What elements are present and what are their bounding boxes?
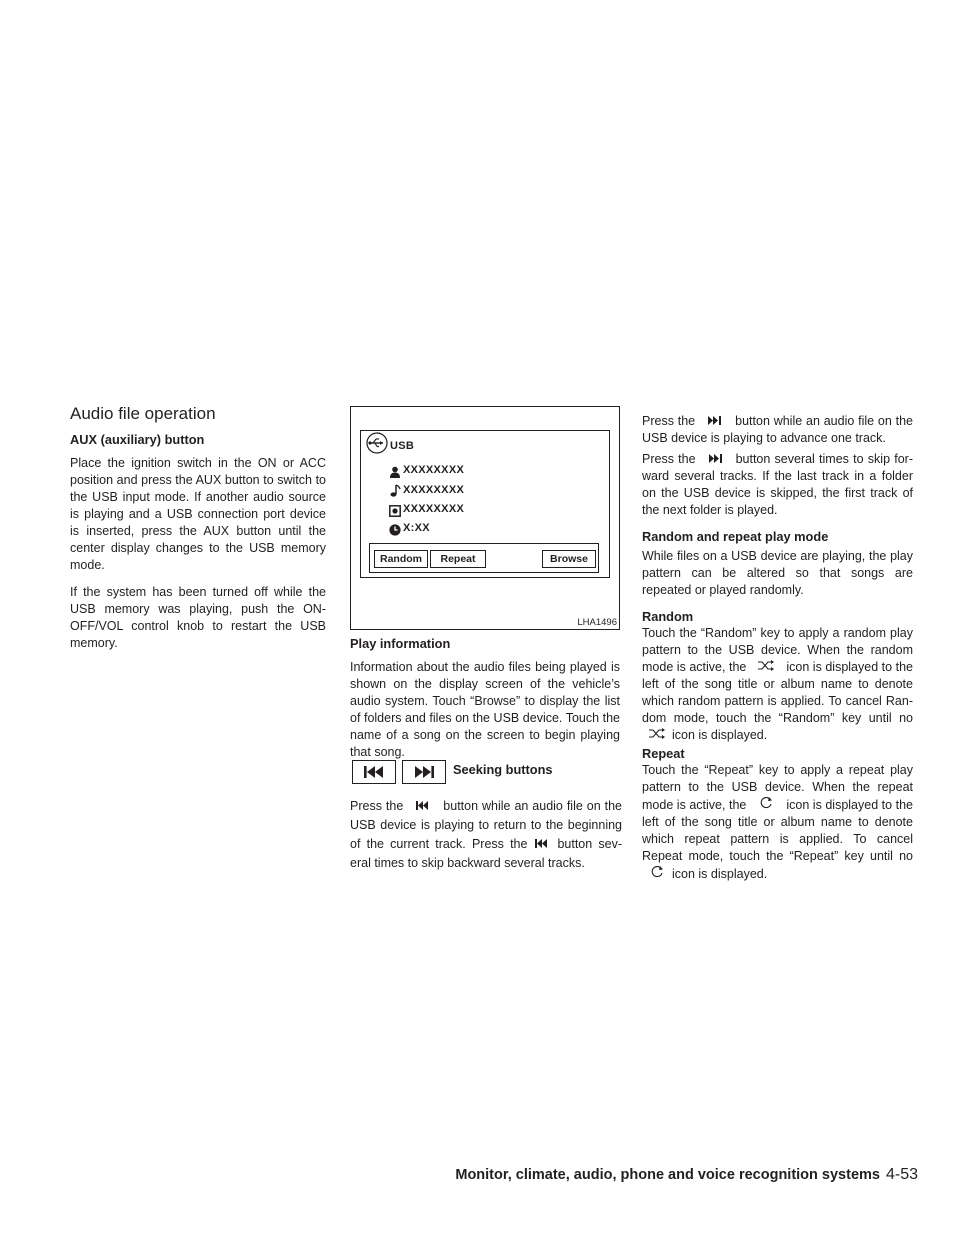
seek-forward-button [402, 760, 446, 784]
seek-back-text-c: button sev-eral times to skip backward several tracks. [350, 837, 622, 870]
random-repeat-heading: Random and repeat play mode [642, 529, 829, 544]
seek-back-text-a: Press the [350, 799, 404, 813]
usb-icon [366, 432, 388, 459]
repeat-heading: Repeat [642, 746, 685, 761]
screen-title: USB [390, 440, 415, 452]
repeat-icon [746, 796, 786, 814]
seek-back-icon [353, 761, 395, 783]
aux-paragraph-2: If the system has been turned off while the USB memory was playing, push the ON-OFF/VOL control knob to restart the USB memory. [70, 585, 326, 650]
browse-key[interactable]: Browse [542, 550, 596, 568]
aux-heading: AUX (auxiliary) button [70, 432, 205, 447]
repeat-text-c: icon is displayed. [672, 867, 768, 881]
repeat-key[interactable]: Repeat [430, 550, 486, 568]
footer-title: Monitor, climate, audio, phone and voice recognition systems [455, 1167, 880, 1183]
seek-forward-text-d: button several times to skip for-ward several tracks. If the last track in a folder on the USB device is skipped, the first track of the next folder is played. [642, 452, 913, 517]
random-icon [746, 659, 786, 676]
random-text-b: icon is displayed to the left of the song title or album name to denote which random pattern is applied. To cancel Ran-dom mode, touch the “Random” key until no [642, 660, 914, 725]
seek-forward-text-a: Press the [642, 414, 696, 428]
seek-forward-icon-inline-2 [696, 451, 736, 468]
screen-button-bar [369, 543, 599, 573]
time-text: X:XX [403, 522, 430, 534]
seek-label: Seeking buttons [453, 762, 553, 777]
repeat-text-b: icon is displayed to the left of the song title or album name to denote which repeat pattern is applied. To cancel Repeat mode, touch the “Repeat” key until no [642, 798, 914, 863]
section-title: Audio file operation [70, 404, 216, 423]
song-icon [389, 484, 401, 502]
random-text-c: icon is displayed. [672, 728, 768, 742]
middle-column [350, 636, 620, 771]
random-repeat-text: While files on a USB device are playing, the play pattern can be altered so that songs are repeated or played randomly. [642, 549, 913, 597]
repeat-text-a: Touch the “Repeat” key to apply a repeat play pattern to the USB device. When the repeat mode is active, the [642, 763, 913, 812]
random-key[interactable]: Random [374, 550, 428, 568]
left-column [70, 432, 326, 662]
album-text: XXXXXXXX [403, 503, 465, 515]
album-icon [389, 504, 401, 522]
seek-back-icon-inline [403, 797, 443, 816]
seek-forward-text-c: Press the [642, 452, 696, 466]
figure-code: LHA1496 [577, 617, 617, 628]
random-text-a: Touch the “Random” key to apply a random play pattern to the USB device. When the random mode is active, the [642, 626, 913, 674]
seek-back-text-b: button while an audio file on the USB device is playing to return to the beginning of the current track. Press the [350, 799, 623, 851]
right-column [642, 413, 913, 885]
page-footer [455, 1166, 918, 1184]
random-icon-2 [642, 727, 672, 744]
clock-icon [389, 523, 401, 541]
page-number: 4-53 [885, 1166, 918, 1183]
seek-back-text [350, 797, 622, 883]
artist-text: XXXXXXXX [403, 464, 465, 476]
play-info-text: Information about the audio files being played is shown on the display screen of the vehicle’s audio system. Touch “Browse” to display the list of folders and files on the USB device. Touch the name of a song on the screen to begin playing that song. [350, 660, 620, 759]
repeat-icon-2 [642, 865, 672, 883]
random-heading: Random [642, 609, 694, 624]
seek-forward-icon [403, 761, 445, 783]
song-text: XXXXXXXX [403, 484, 465, 496]
seek-forward-text-b: button while an audio file on the USB device is playing to advance one track. [642, 414, 913, 445]
play-info-heading: Play information [350, 636, 451, 651]
usb-display-screen [360, 430, 610, 578]
seek-forward-icon-inline [695, 413, 735, 430]
seek-back-icon-inline-2 [527, 835, 557, 854]
aux-paragraph-1: Place the ignition switch in the ON or ACC position and press the AUX button to switch to the USB input mode. If another audio source is playing and a USB connection port device is inserted, press the AUX button until the center display changes to the USB memory mode. [70, 456, 326, 572]
seek-back-button [352, 760, 396, 784]
artist-icon [389, 465, 401, 483]
